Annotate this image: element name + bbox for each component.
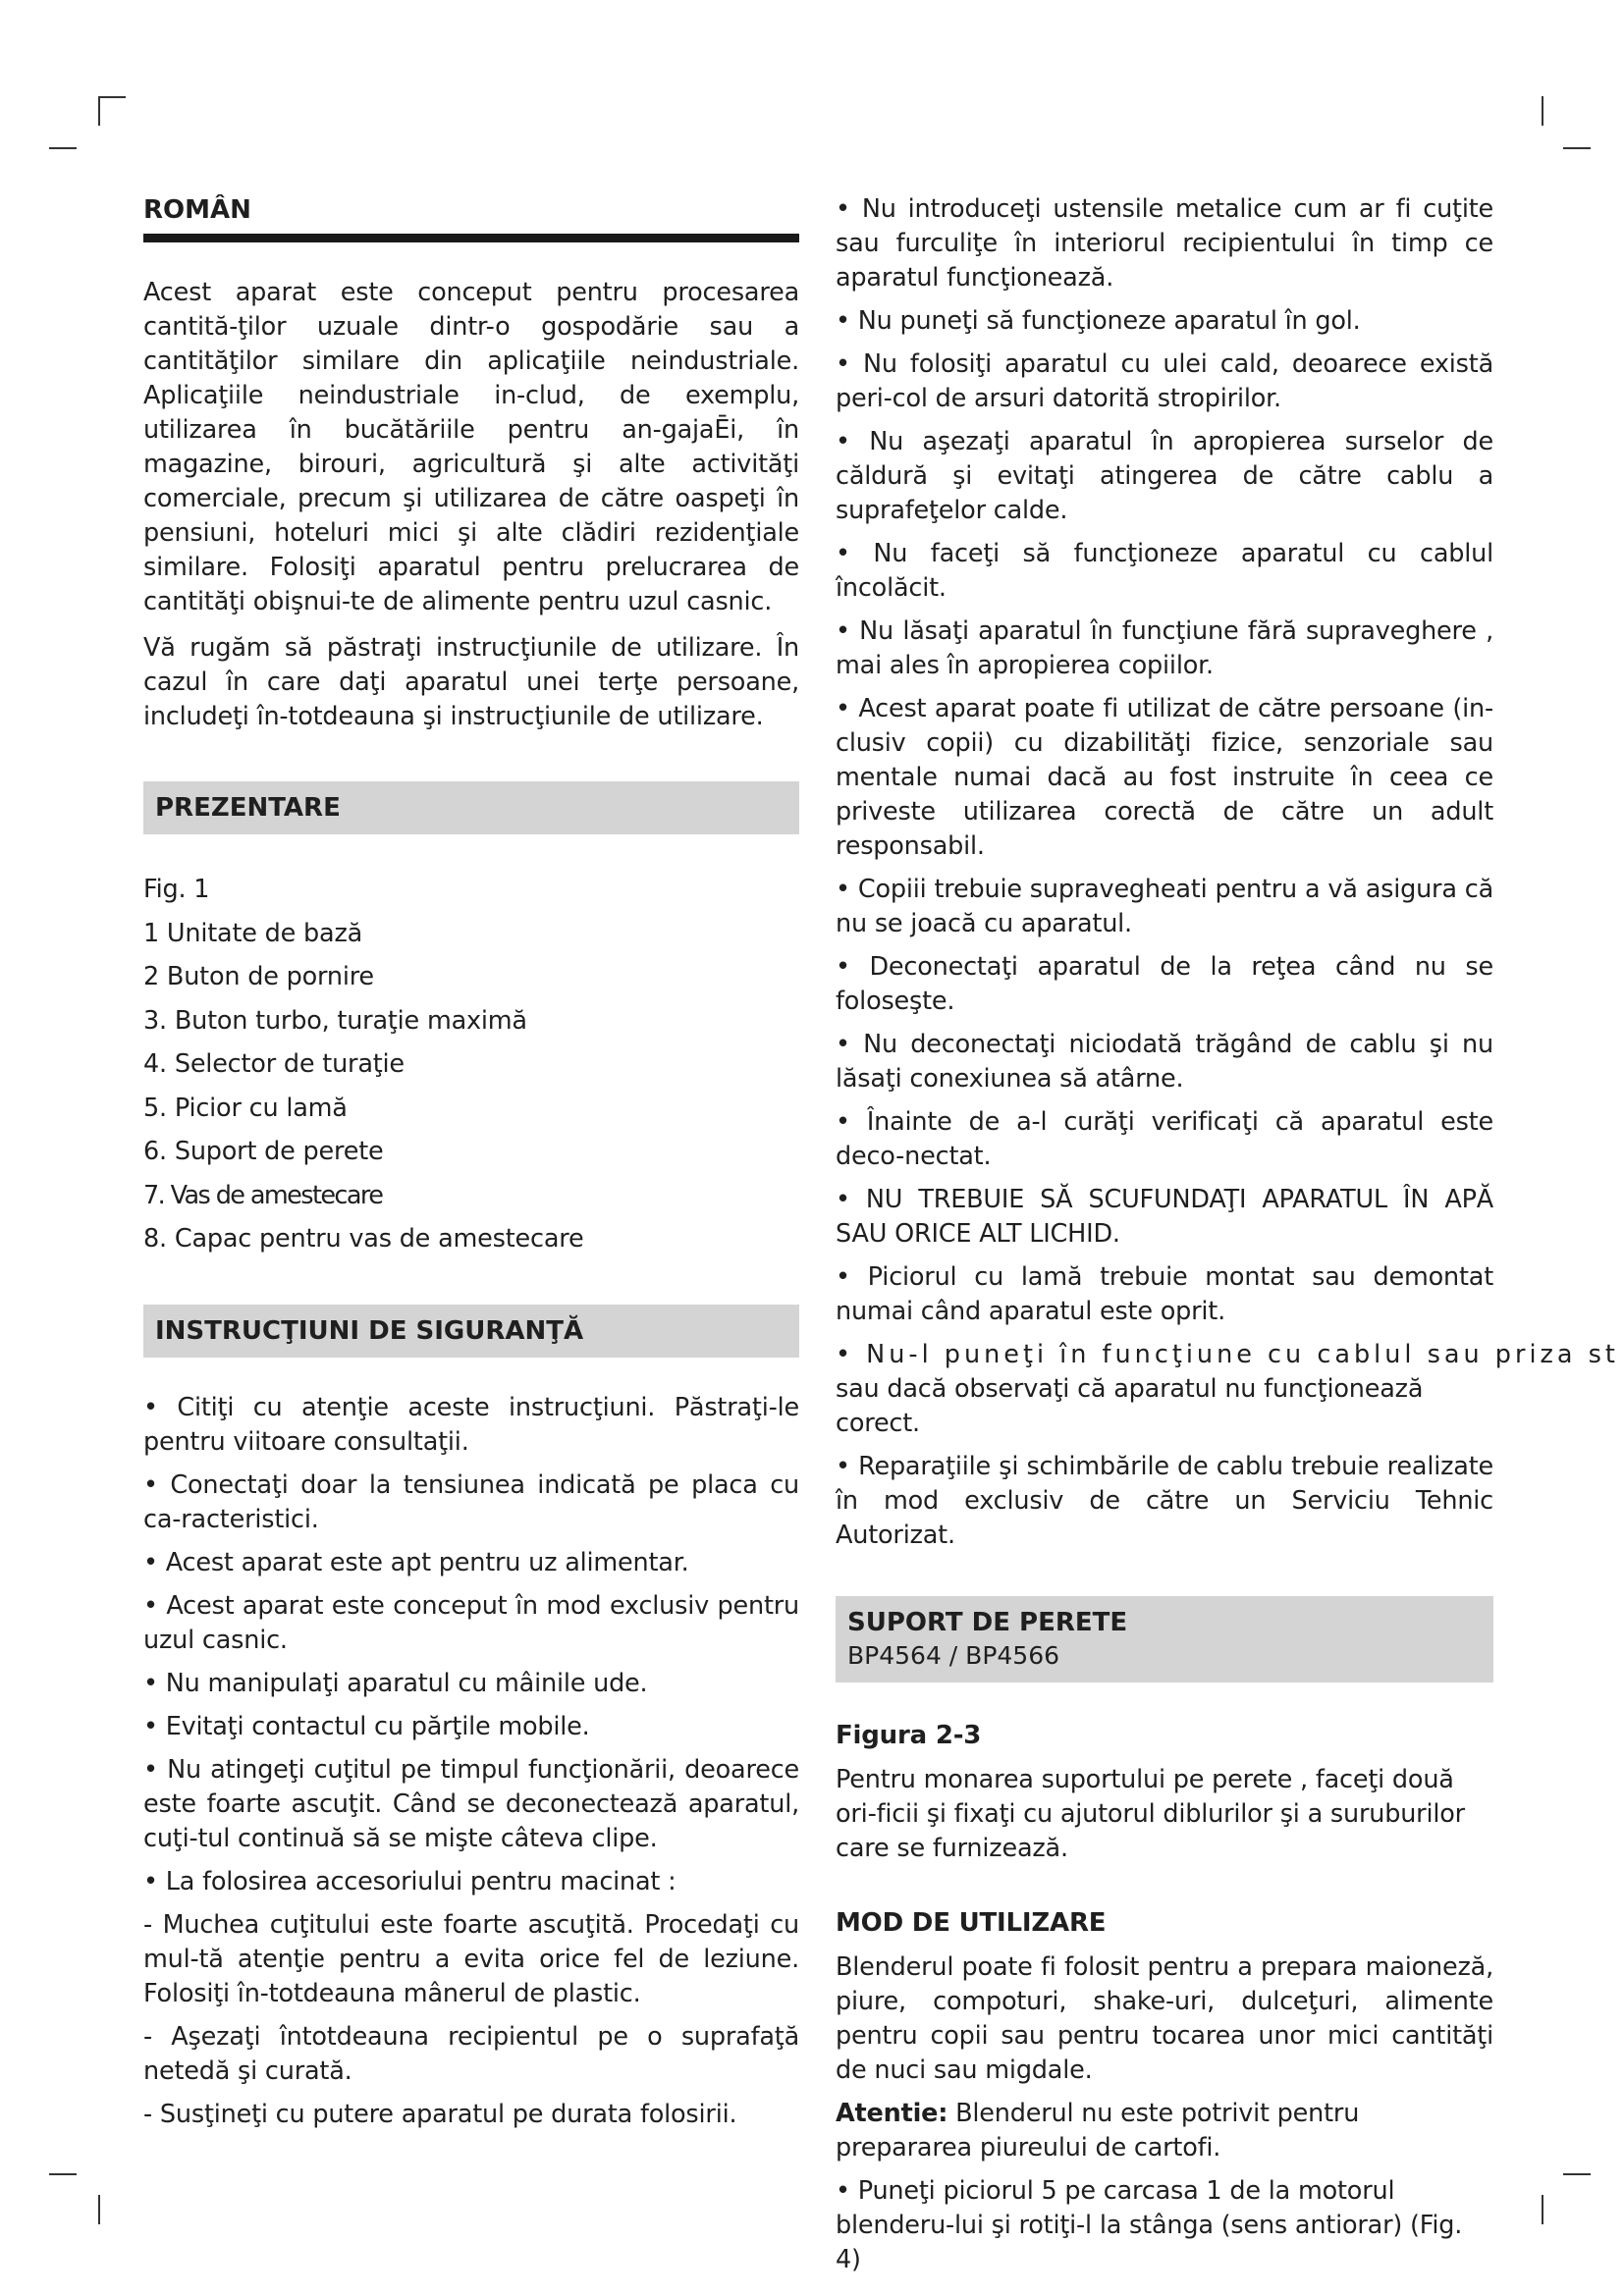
- section-header-suport: [836, 1596, 1493, 1682]
- figure-label: Fig. 1: [143, 875, 210, 904]
- crop-mark: [49, 147, 77, 149]
- attention-text: Blenderul nu este potrivit pentru prepararea piureului de cartofi.: [836, 2099, 1360, 2163]
- mod-bullet: • Puneţi piciorul 5 pe carcasa 1 de la motorul blenderu-lui şi rotiţi-l la stânga (sens antiorar) (Fig. 4): [836, 2176, 1463, 2274]
- safety-item: • Nu introduceţi ustensile metalice cum ar fi cuţite sau furculiţe în interiorul recipientului în timp ce aparatul funcţionează.: [836, 194, 1493, 293]
- section-title-mod: MOD DE UTILIZARE: [836, 1908, 1107, 1938]
- section-header-siguranta: [143, 1305, 799, 1358]
- crop-mark: [98, 2195, 100, 2224]
- right-column: [836, 192, 1619, 2277]
- suport-text: Pentru monarea suportului pe perete , faceţi două ori-ficii şi fixaţi cu ajutorul diblurilor şi a suruburilor care se furnizează.: [836, 1765, 1465, 1863]
- intro-paragraph: Vă rugăm să păstraţi instrucţiunile de utilizare. În cazul în care daţi aparatul unei terţe persoane, includeţi în-totdeauna şi instrucţiunile de utilizare.: [143, 633, 799, 731]
- section-title: SUPORT DE PERETE: [847, 1608, 1128, 1637]
- part-list-item: 8. Capac pentru vas de amestecare: [143, 1224, 584, 1254]
- safety-item: • Acest aparat este apt pentru uz alimentar.: [143, 1547, 689, 1577]
- safety-item: • Reparaţiile şi schimbările de cablu trebuie realizate în mod exclusiv de către un Serviciu Tehnic Autorizat.: [836, 1452, 1493, 1550]
- safety-item: • Înainte de a-l curăţi verificaţi că aparatul este deco-nectat.: [836, 1107, 1493, 1171]
- part-list-item: 3. Buton turbo, turaţie maximă: [143, 1005, 527, 1036]
- safety-item-continued: sau dacă observaţi că aparatul nu funcţionează corect.: [836, 1374, 1424, 1438]
- section-title: PREZENTARE: [155, 793, 341, 823]
- language-title: ROMÂN: [143, 192, 799, 242]
- safety-item: • Copiii trebuie supravegheati pentru a vă asigura că nu se joacă cu aparatul.: [836, 875, 1493, 938]
- crop-mark: [98, 96, 100, 126]
- left-column: [143, 192, 799, 2132]
- safety-item: • Deconectaţi aparatul de la reţea când nu se foloseşte.: [836, 952, 1493, 1016]
- crop-mark: [1563, 2173, 1591, 2175]
- safety-item: • Acest aparat este conceput în mod exclusiv pentru uzul casnic.: [143, 1590, 799, 1655]
- section-title: INSTRUCŢIUNI DE SIGURANŢĂ: [155, 1315, 584, 1346]
- part-list-item: 7. Vas de amestecare: [143, 1180, 383, 1210]
- part-list-item: 2 Buton de pornire: [143, 962, 374, 991]
- section-header-prezentare: [143, 781, 799, 834]
- safety-item: • Nu folosiţi aparatul cu ulei cald, deoarece există peri-col de arsuri datorită stropirilor.: [836, 349, 1493, 413]
- part-list-item: 1 Unitate de bază: [143, 918, 363, 948]
- safety-item: - Muchea cuţitului este foarte ascuţită. Procedaţi cu mul-tă atenţie pentru a evita orice fel de leziune. Folosiţi în-totdeauna mânerul de plastic.: [143, 1909, 799, 2008]
- crop-mark: [1563, 147, 1591, 149]
- part-list-item: 4. Selector de turaţie: [143, 1049, 405, 1079]
- safety-item: • Evitaţi contactul cu părţile mobile.: [143, 1711, 590, 1741]
- safety-item: • La folosirea accesoriului pentru macinat :: [143, 1866, 677, 1896]
- safety-item: • Citiţi cu atenţie aceste instrucţiuni. Păstraţi-le pentru viitoare consultaţii.: [143, 1392, 799, 1457]
- spaced-line-wrapper: [836, 1338, 1619, 1372]
- attention-label: Atentie:: [836, 2099, 948, 2128]
- safety-item: - Aşezaţi întotdeauna recipientul pe o suprafaţă netedă şi curată.: [143, 2021, 799, 2086]
- safety-item: • Nu lăsaţi aparatul în funcţiune fără supraveghere , mai ales în apropierea copiilor.: [836, 616, 1493, 680]
- crop-mark: [98, 96, 126, 98]
- safety-item: • Nu aşezaţi aparatul în apropierea surselor de căldură şi evitaţi atingerea de către cablu a suprafeţelor calde.: [836, 427, 1493, 525]
- safety-item: • Piciorul cu lamă trebuie montat sau demontat numai când aparatul este oprit.: [836, 1262, 1493, 1326]
- safety-item: - Susţineţi cu putere aparatul pe durata folosirii.: [143, 2099, 737, 2129]
- safety-item: • NU TREBUIE SĂ SCUFUNDAŢI APARATUL ÎN APĂ SAU ORICE ALT LICHID.: [836, 1185, 1493, 1249]
- safety-item: • Nu puneţi să funcţioneze aparatul în gol.: [836, 306, 1361, 336]
- mod-text: Blenderul poate fi folosit pentru a prepara maioneză, piure, compoturi, shake-uri, dulceţuri, alimente pentru copii sau pentru tocarea unor mici cantităţi de nuci sau migdale.: [836, 1952, 1493, 2085]
- attention-paragraph: [836, 2097, 1493, 2165]
- crop-mark: [1542, 96, 1543, 126]
- intro-paragraph: Acest aparat este conceput pentru procesarea cantită-ţilor uzuale dintr-o gospodărie sau a cantităţilor similare din aplicaţiile neindustriale. Aplicaţiile neindustriale in-clud, de exemplu, utilizarea în bucătăriile pentru an-gajaĒi, în magazine, birouri, agricultură şi alte activităţi comerciale, precum şi utilizarea de către oaspeţi în pensiuni, hoteluri mici şi alte clădiri rezidenţiale similare. Folosiţi aparatul pentru prelucrarea de cantităţi obişnui-te de alimente pentru uzul casnic.: [143, 278, 799, 616]
- safety-item: • Conectaţi doar la tensiunea indicată pe placa cu ca-racteristici.: [143, 1469, 799, 1534]
- part-list-item: 5. Picior cu lamă: [143, 1093, 348, 1123]
- safety-item: • Nu atingeţi cuţitul pe timpul funcţionării, deoarece este foarte ascuţit. Când se deconectează aparatul, cuţi-tul continuă să se mişte câteva clipe.: [143, 1754, 799, 1853]
- safety-item: • Acest aparat poate fi utilizat de către persoane (in-clusiv copii) cu dizabilităţi fizice, senzoriale sau mentale numai dacă au fost instruite în ceea ce priveste utilizarea corectă de către un adult responsabil.: [836, 694, 1493, 861]
- crop-mark: [49, 2173, 77, 2175]
- safety-item-spaced: • Nu-l puneţi în funcţiune cu cablul sau priza st: [836, 1340, 1619, 1369]
- crop-mark: [1542, 2195, 1543, 2224]
- safety-item: • Nu manipulaţi aparatul cu mâinile ude.: [143, 1668, 648, 1698]
- model-numbers: BP4564 / BP4566: [847, 1641, 1060, 1670]
- part-list-item: 6. Suport de perete: [143, 1137, 384, 1166]
- safety-item: • Nu faceţi să funcţioneze aparatul cu cablul încolăcit.: [836, 539, 1493, 603]
- figure-label: Figura 2-3: [836, 1721, 982, 1750]
- safety-item: • Nu deconectaţi niciodată trăgând de cablu şi nu lăsaţi conexiunea să atârne.: [836, 1030, 1493, 1094]
